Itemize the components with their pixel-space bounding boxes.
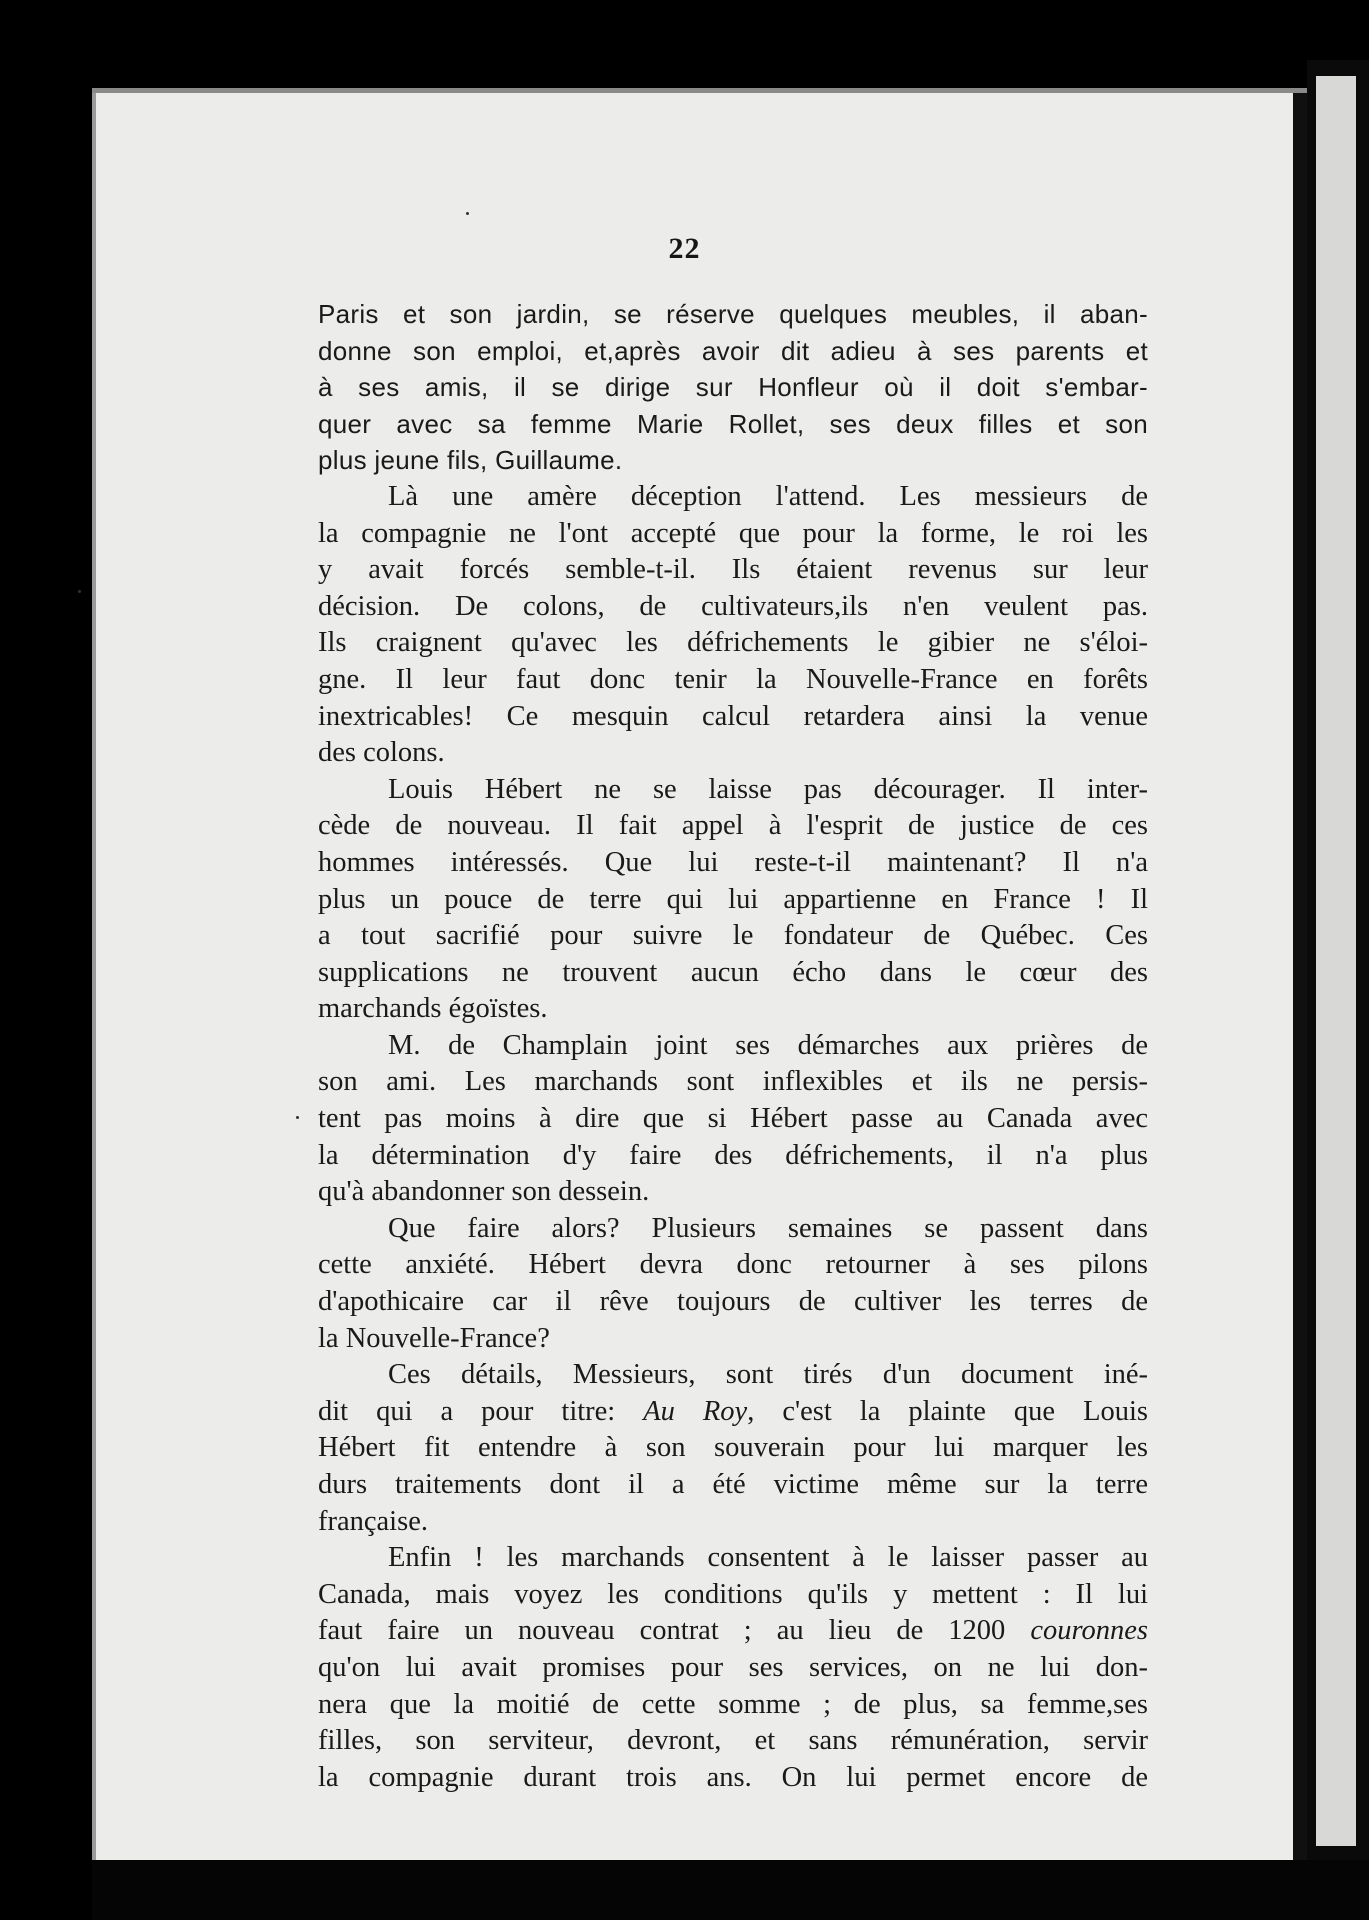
text-line: nera que la moitié de cette somme ; de plus, sa femme,ses	[318, 1688, 1148, 1720]
text-line: cette anxiété. Hébert devra donc retourner à ses pilons	[318, 1249, 1148, 1281]
text-line: qu'on lui avait promises pour ses services, on ne lui don-	[318, 1651, 1148, 1683]
text-line: plus jeune fils, Guillaume.	[318, 445, 623, 476]
text-line: qu'à abandonner son dessein.	[318, 1176, 650, 1208]
page-top-border	[92, 88, 1307, 93]
text-line: Canada, mais voyez les conditions qu'ils y mettent : Il lui	[318, 1578, 1148, 1610]
text-line: Ils craignent qu'avec les défrichements le gibier ne s'éloi-	[318, 627, 1148, 659]
text-line: décision. De colons, de cultivateurs,ils n'en veulent pas.	[318, 590, 1148, 622]
text-line: inextricables! Ce mesquin calcul retardera ainsi la venue	[318, 700, 1148, 732]
text-line: cède de nouveau. Il fait appel à l'esprit de justice de ces	[318, 810, 1148, 842]
text-line: Paris et son jardin, se réserve quelques meubles, il aban-	[318, 299, 1148, 329]
text-line: à ses amis, il se dirige sur Honfleur où il doit s'embar-	[318, 372, 1148, 403]
text-line: la détermination d'y faire des défrichements, il n'a plus	[318, 1139, 1148, 1171]
text-line: Que faire alors? Plusieurs semaines se passent dans	[388, 1212, 1148, 1244]
text-line: quer avec sa femme Marie Rollet, ses deux filles et son	[318, 408, 1148, 439]
text-line: la compagnie ne l'ont accepté que pour la forme, le roi les	[318, 517, 1148, 549]
body-text	[318, 296, 1148, 1796]
text-line: la compagnie durant trois ans. On lui permet encore de	[318, 1761, 1148, 1793]
scan-speck	[296, 1116, 299, 1119]
page-number: 22	[668, 232, 701, 265]
text-line: faut faire un nouveau contrat ; au lieu de 1200 couronnes	[318, 1615, 1148, 1647]
text-line: marchands égoïstes.	[318, 993, 548, 1025]
scan-speck	[78, 590, 81, 593]
text-line: son ami. Les marchands sont inflexibles et ils ne persis-	[318, 1066, 1148, 1098]
text-line: française.	[318, 1505, 428, 1537]
text-line: gne. Il leur faut donc tenir la Nouvelle-France en forêts	[318, 663, 1148, 695]
text-line: y avait forcés semble-t-il. Ils étaient revenus sur leur	[318, 554, 1148, 586]
bottom-shadow	[92, 1860, 1369, 1920]
text-line: donne son emploi, et,après avoir dit adieu à ses parents et	[318, 335, 1148, 366]
text-line: durs traitements dont il a été victime même sur la terre	[318, 1469, 1148, 1500]
text-line: la Nouvelle-France?	[318, 1322, 550, 1354]
text-line: d'apothicaire car il rêve toujours de cultiver les terres de	[318, 1286, 1148, 1318]
text-line: plus un pouce de terre qui lui appartienne en France ! Il	[318, 883, 1148, 915]
adjacent-page-edge	[1316, 76, 1356, 1846]
text-line: Hébert fit entendre à son souverain pour lui marquer les	[318, 1432, 1148, 1464]
text-line: M. de Champlain joint ses démarches aux prières de	[388, 1029, 1148, 1061]
text-line: Enfin ! les marchands consentent à le laisser passer au	[388, 1542, 1148, 1574]
text-line: a tout sacrifié pour suivre le fondateur de Québec. Ces	[318, 920, 1148, 952]
text-line: supplications ne trouvent aucun écho dans le cœur des	[318, 956, 1148, 988]
scan-speck	[466, 212, 469, 215]
text-line: filles, son serviteur, devront, et sans rémunération, servir	[318, 1725, 1148, 1757]
text-line: Ces détails, Messieurs, sont tirés d'un document iné-	[388, 1359, 1148, 1391]
text-line: Là une amère déception l'attend. Les messieurs de	[388, 480, 1148, 512]
page-left-border	[92, 88, 96, 1860]
text-line: dit qui a pour titre: Au Roy, c'est la plainte que Louis	[318, 1395, 1148, 1427]
text-line: Louis Hébert ne se laisse pas décourager. Il inter-	[388, 773, 1148, 805]
text-line: hommes intéressés. Que lui reste-t-il maintenant? Il n'a	[318, 846, 1148, 878]
text-line: des colons.	[318, 737, 445, 769]
text-line: tent pas moins à dire que si Hébert passe au Canada avec	[318, 1103, 1148, 1135]
